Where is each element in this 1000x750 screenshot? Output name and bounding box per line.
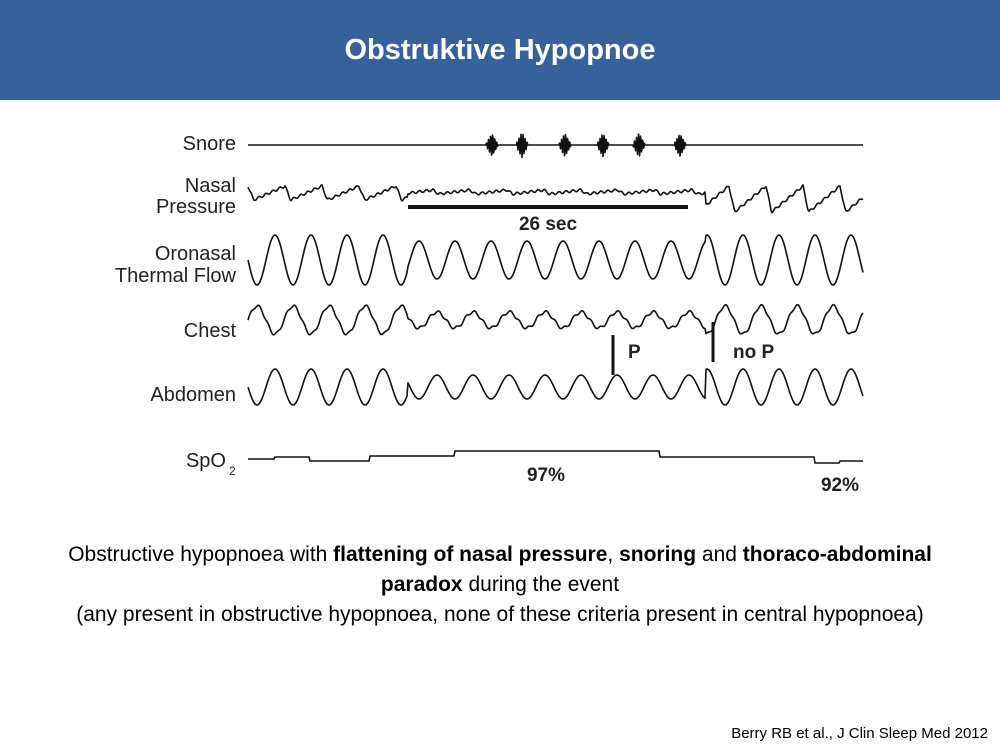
caption-line-2: (any present in obstructive hypopnoea, none of these criteria present in central hypopnoea) (76, 603, 924, 626)
label-thermal-2: Thermal Flow (114, 265, 236, 287)
chest-trace (248, 305, 863, 335)
paradox-label: P (628, 342, 641, 363)
label-snore: Snore (182, 133, 236, 155)
caption-line-1 (30, 540, 970, 600)
caption-emphasis-snoring: snoring (619, 543, 697, 566)
label-thermal-1: Oronasal (154, 243, 236, 265)
spo2-trace (248, 451, 863, 463)
signal-traces (100, 110, 880, 510)
label-nasal-1: Nasal (184, 175, 236, 197)
label-abdomen: Abdomen (150, 384, 236, 406)
thermal-flow-trace (248, 235, 863, 285)
caption-emphasis-paradox: thoraco-abdominal paradox (380, 543, 932, 596)
label-spo2: SpO (185, 450, 226, 472)
caption-emphasis-flattening: flattening of nasal pressure (333, 543, 608, 566)
figure-caption (30, 540, 970, 630)
caption-text: during the event (462, 573, 620, 596)
caption-text: and (696, 543, 743, 566)
spo2-low-value: 92% (820, 475, 860, 496)
spo2-high-value: 97% (526, 465, 566, 486)
title-bar (0, 0, 1000, 100)
snore-trace (248, 134, 863, 158)
no-paradox-label: no P (733, 342, 775, 363)
polysomnography-figure (100, 110, 880, 510)
label-spo2-subscript: 2 (229, 464, 236, 478)
slide-title: Obstruktive Hypopnoe (344, 33, 656, 66)
caption-text: , (607, 543, 620, 566)
abdomen-trace (248, 369, 863, 405)
label-nasal-2: Pressure (155, 196, 236, 218)
event-duration-label: 26 sec (518, 214, 578, 235)
citation: Berry RB et al., J Clin Sleep Med 2012 (731, 725, 988, 742)
label-chest: Chest (183, 320, 236, 342)
caption-text: Obstructive hypopnoea with (68, 543, 334, 566)
